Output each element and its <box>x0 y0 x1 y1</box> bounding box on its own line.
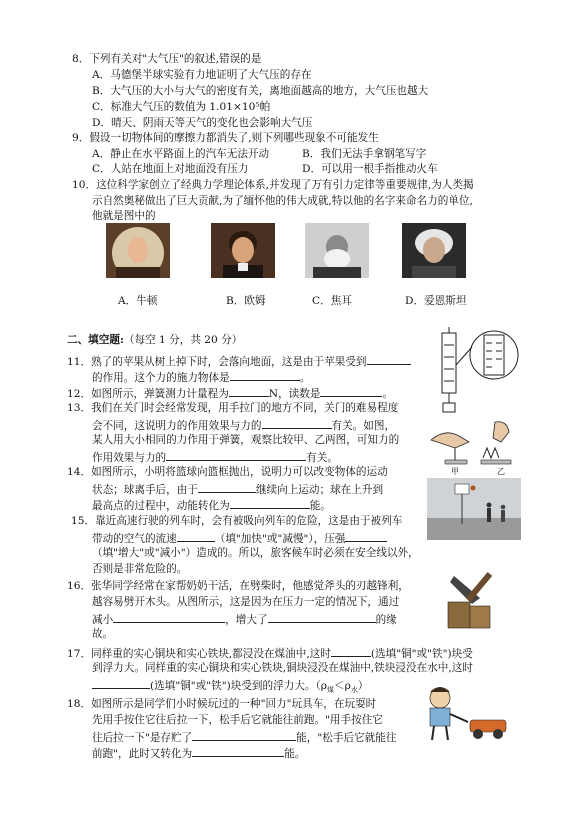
q8-option-d: D．晴天、阴雨天等天气的变化也会影响大气压 <box>92 117 313 129</box>
q15-line1: 15．靠近高速行驶的列车时，会有被吸向列车的危险，这是由于被列车 <box>71 515 403 527</box>
q8-stem: 8．下列有关对"大气压"的叙述,错误的是 <box>72 53 262 65</box>
spring-scale-figure <box>432 325 522 415</box>
q15-line3: （填"增大"或"减小"）造成的。所以，旅客候车时必须在安全线以外， <box>92 547 419 559</box>
section2-note: （每空 1 分，共 20 分） <box>123 334 243 346</box>
section2-header <box>67 333 242 347</box>
q11-line1: 11．熟了的苹果从树上掉下时，会落向地面，这是由于苹果受到 <box>67 353 411 369</box>
q14-blank-1[interactable] <box>198 481 256 493</box>
q17-blank-1[interactable] <box>331 645 371 657</box>
q9-option-c: C．人站在地面上对地面没有压力 <box>92 163 249 175</box>
q13-line1: 13．我们在关门时会经常发现，用手拉门的地方不同，关门的难易程度 <box>67 402 399 414</box>
fig-label-jia: 甲 <box>451 467 459 476</box>
q14-line1: 14．如图所示，小明将篮球向篮框抛出，说明力可以改变物体的运动 <box>67 466 388 478</box>
q8-option-b: B．大气压的大小与大气的密度有关，离地面越高的地方，大气压也越大 <box>92 85 429 97</box>
q9-option-b: B．我们无法手拿钢笔写字 <box>302 148 427 160</box>
q17-line2: 到浮力大。同样重的实心铜块和实心铁块,铜块浸没在煤油中,铁块浸没在水中,这时 <box>92 662 473 674</box>
q18-line4: 前跑"，此时又转化为 能。 <box>92 745 305 761</box>
q17-blank-2[interactable] <box>92 677 150 689</box>
q13-blank-2[interactable] <box>166 449 306 461</box>
spring-hand-figure <box>425 418 525 470</box>
q16-line2: 越容易劈开木头。从图所示，这是因为在压力一定的情况下，通过 <box>92 596 400 608</box>
portrait-ohm <box>211 223 275 278</box>
q18-blank-2[interactable] <box>192 745 284 757</box>
q14-line2: 状态；球离手后，由于 继续向上运动；球在上升到 <box>92 481 383 497</box>
q16-line4: 故。 <box>92 628 114 640</box>
q14-line3: 最高点的过程中，动能转化为 能。 <box>92 497 331 513</box>
portrait-joule <box>305 223 369 278</box>
q11-blank-2[interactable] <box>230 369 300 381</box>
toy-car-figure <box>416 682 516 744</box>
q16-blank-2[interactable] <box>268 611 376 623</box>
q9-stem: 9．假设一切物体间的摩擦力都消失了,则下列哪些现象不可能发生 <box>72 132 379 144</box>
q18-line3: 往后拉一下"是存贮了 能，"松手后它就能往 <box>92 729 396 745</box>
q14-blank-2[interactable] <box>230 497 310 509</box>
q10-line2: 示自然奥秘做出了巨大贡献,为了缅怀他的伟大成就,特以他的名字来命名力的单位, <box>92 195 473 207</box>
q10-option-c: C．焦耳 <box>312 295 352 307</box>
q12-blank-2[interactable] <box>320 385 382 397</box>
q13-line4: 作用效果与力的 有关。 <box>92 449 338 465</box>
q8-option-c: C．标准大气压的数值为 1.01×10⁵帕 <box>92 101 271 113</box>
portrait-einstein <box>402 223 466 278</box>
q15-blank-1[interactable] <box>177 530 215 542</box>
q15-line2: 带动的空气的流速 （填"加快"或"减慢"），压强 <box>92 530 387 546</box>
q9-option-a: A．静止在水平路面上的汽车无法开动 <box>92 148 270 160</box>
q12-line: 12．如图所示，弹簧测力计量程为 N，读数是 。 <box>67 385 393 401</box>
q18-blank-1[interactable] <box>192 729 296 741</box>
section2-heading: 二、填空题: <box>67 334 124 346</box>
q10-option-b: B．欧姆 <box>226 295 266 307</box>
q13-blank-1[interactable] <box>262 417 332 429</box>
q17-line3: (选填"铜"或"铁")块受到的浮力大。$(\rho_煤<\rho_水)$ <box>92 677 368 697</box>
basketball-photo <box>427 478 521 540</box>
q11-line2: 的作用。这个力的施力物体是 。 <box>92 369 310 385</box>
q16-line1: 16．张华同学经常在家帮奶奶干活，在劈柴时，他感觉斧头的刃越锋利， <box>67 580 409 592</box>
q12-blank-1[interactable] <box>229 385 269 397</box>
q18-line2: 先用手按住它往后拉一下，松手后它就能往前跑。"用手按住它 <box>92 714 383 726</box>
q16-line3: 减小 ，增大了 的缘 <box>92 611 397 627</box>
q11-blank-1[interactable] <box>367 353 411 365</box>
q10-line1: 10．这位科学家创立了经典力学理论体系,并发现了万有引力定律等重要规律,为人类揭 <box>72 179 474 191</box>
portrait-newton <box>106 223 170 278</box>
q8-option-a: A．马德堡半球实验有力地证明了大气压的存在 <box>92 69 312 81</box>
q10-line3: 他就是图中的 <box>92 210 156 222</box>
q10-option-d: D．爱恩斯坦 <box>405 295 467 307</box>
q15-blank-2[interactable] <box>345 530 387 542</box>
q9-option-d: D．可以用一根手指推动火车 <box>302 163 438 175</box>
q17-line1: 17．同样重的实心铜块和实心铁块,都浸没在煤油中,这时 (选填"铜"或"铁")块受 <box>67 645 473 661</box>
fig-label-yi: 乙 <box>497 467 505 476</box>
q16-blank-1[interactable] <box>113 611 225 623</box>
q15-line4: 否则是非常危险的。 <box>92 563 188 575</box>
q13-line2: 会不同，这说明力的作用效果与力的 有关。如图， <box>92 417 395 433</box>
q10-option-a: A．牛顿 <box>118 295 158 307</box>
q13-line3: 某人用大小相同的力作用于弹簧，观察比较甲、乙两图，可知力的 <box>92 434 400 446</box>
q18-line1: 18．如图所示是同学们小时候玩过的一种"回力"玩具车，在玩耍时 <box>67 698 377 710</box>
axe-wood-figure <box>440 568 504 632</box>
